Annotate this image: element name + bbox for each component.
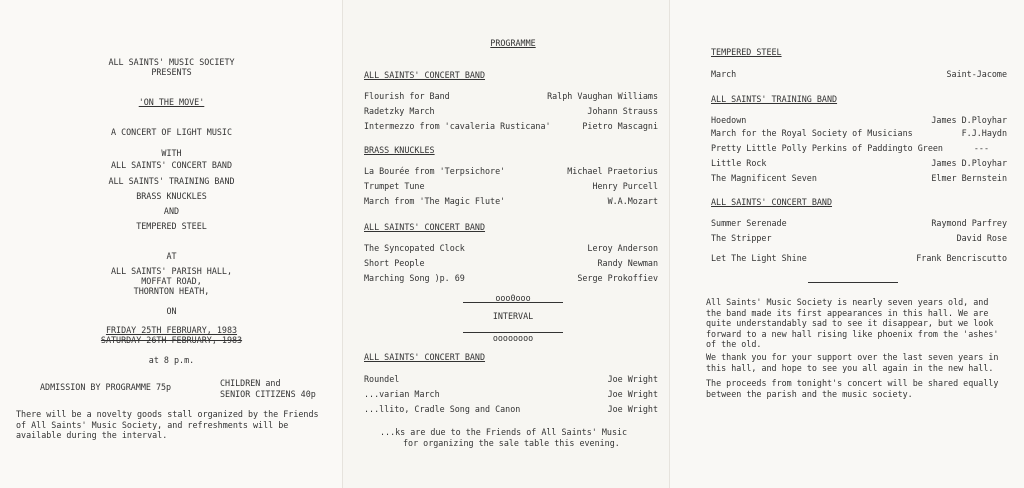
piece-title: Marching Song )p. 69 [364,273,465,283]
programme-item [364,258,658,269]
programme-item [364,389,658,400]
composer: Saint-Jacome [946,69,1007,79]
thanks-line-2: for organizing the sale table this evening. [403,438,620,448]
programme-item [711,173,1007,184]
composer: Johann Strauss [587,106,658,116]
piece-title: Little Rock [711,158,767,168]
ornament-bottom: oooooooo [492,333,534,343]
piece-title: Short People [364,258,425,268]
band-concert: ALL SAINTS' CONCERT BAND [110,160,232,170]
composer: Leroy Anderson [587,243,658,253]
programme-item [364,166,658,177]
section-title: ALL SAINTS' CONCERT BAND [364,352,486,362]
cover-panel [0,0,343,488]
band-brass-knuckles: BRASS KNUCKLES [136,191,207,201]
programme-heading: PROGRAMME [490,38,536,48]
piece-title: Summer Serenade [711,218,787,228]
section-title: ALL SAINTS' CONCERT BAND [364,222,486,232]
programme-item [711,143,1007,154]
programme-item [364,404,658,415]
piece-title: Flourish for Band [364,91,450,101]
farewell-paragraph: All Saints' Music Society is nearly seven years old, and the band made its first appearances in this hall. We are quite understandably sad to see it disappear, but we look forward to a new hall rising like phoenix from the 'ashes' of the old. [706,297,999,349]
composer: Frank Bencriscutto [916,253,1007,263]
concert-date: FRIDAY 25TH FEBRUARY, 1983 [105,325,238,335]
programme-item [364,374,658,385]
divider-rule [463,302,563,303]
stall-note: There will be a novelty goods stall organized by the Friends of All Saints' Music Society, and refreshments will be available during the interval. [16,409,319,440]
composer: Michael Praetorius [567,166,658,176]
programme-item [364,196,658,207]
programme-panel-second-half [670,0,1024,488]
programme-item [711,253,1007,264]
show-title: 'ON THE MOVE' [138,97,205,107]
section-title: BRASS KNUCKLES [364,145,435,155]
piece-title: Roundel [364,374,400,384]
venue-line-2: MOFFAT ROAD, [141,276,202,286]
composer: James D.Ployhar [931,158,1007,168]
composer: Pietro Mascagni [582,121,658,131]
programme-item [711,115,1007,126]
composer: W.A.Mozart [607,196,658,206]
at-text: AT [166,251,177,261]
ornament-top: ooo0ooo [495,293,531,303]
piece-title: Intermezzo from 'cavaleria Rusticana' [364,121,551,131]
composer: Randy Newman [597,258,658,268]
programme-item [364,273,658,284]
composer: Raymond Parfrey [931,218,1007,228]
piece-title: The Magnificent Seven [711,173,817,183]
programme-item [711,218,1007,229]
section-title: ALL SAINTS' CONCERT BAND [711,197,833,207]
piece-title: The Syncopated Clock [364,243,465,253]
composer: Henry Purcell [592,181,658,191]
piece-title: ...llito, Cradle Song and Canon [364,404,521,414]
piece-title: The Stripper [711,233,772,243]
programme-item [364,91,658,102]
composer: Joe Wright [607,374,658,384]
composer: Joe Wright [607,404,658,414]
piece-title: March [711,69,737,79]
programme-item [364,243,658,254]
venue-line-3: THORNTON HEATH, [133,286,210,296]
piece-title: La Bourée from 'Terpsichore' [364,166,506,176]
and-text: AND [163,206,180,216]
programme-item [364,121,658,132]
concession-line-1: CHILDREN and [220,378,281,388]
composer: David Rose [956,233,1007,243]
composer: --- [973,143,989,153]
composer: James D.Ployhar [931,115,1007,125]
composer: F.J.Haydn [961,128,1007,138]
start-time: at 8 p.m. [148,355,195,365]
composer: Ralph Vaughan Williams [547,91,658,101]
piece-title: March from 'The Magic Flute' [364,196,506,206]
concert-subtitle: A CONCERT OF LIGHT MUSIC [110,127,232,137]
piece-title: Hoedown [711,115,747,125]
venue-line-1: ALL SAINTS' PARISH HALL, [110,266,232,276]
thanks-paragraph: We thank you for your support over the last seven years in this hall, and hope to see you all again in the new hall. [706,352,999,373]
piece-title: Pretty Little Polly Perkins of Paddingto Green [711,143,943,153]
programme-item [711,158,1007,169]
section-title: ALL SAINTS' TRAINING BAND [711,94,838,104]
piece-title: Radetzky March [364,106,435,116]
programme-item [364,106,658,117]
programme-panel-first-half [343,0,670,488]
band-training: ALL SAINTS' TRAINING BAND [108,176,235,186]
with-text: WITH [161,148,182,158]
composer: Joe Wright [607,389,658,399]
interval-label: INTERVAL [492,311,534,321]
piece-title: March for the Royal Society of Musicians [711,128,913,138]
piece-title: Let The Light Shine [711,253,807,263]
struck-date: SATURDAY 26TH FEBRUARY, 1983 [100,335,243,345]
concession-line-2: SENIOR CITIZENS 40p [220,389,316,399]
composer: Elmer Bernstein [931,173,1007,183]
society-name: ALL SAINTS' MUSIC SOCIETY [108,57,235,67]
thanks-line-1: ...ks are due to the Friends of All Saints' Music [380,427,628,437]
section-title: ALL SAINTS' CONCERT BAND [364,70,486,80]
programme-item [711,128,1007,139]
presents-text: PRESENTS [151,67,192,77]
piece-title: Trumpet Tune [364,181,425,191]
programme-item [711,233,1007,244]
programme-item [711,69,1007,80]
band-tempered-steel: TEMPERED STEEL [136,221,207,231]
composer: Serge Prokoffiev [577,273,658,283]
on-text: ON [166,306,177,316]
proceeds-paragraph: The proceeds from tonight's concert will be shared equally between the parish and the music society. [706,378,999,399]
admission-price: ADMISSION BY PROGRAMME 75p [40,382,172,392]
piece-title: ...varian March [364,389,440,399]
programme-item [364,181,658,192]
section-title: TEMPERED STEEL [711,47,782,57]
divider-rule [808,282,898,283]
